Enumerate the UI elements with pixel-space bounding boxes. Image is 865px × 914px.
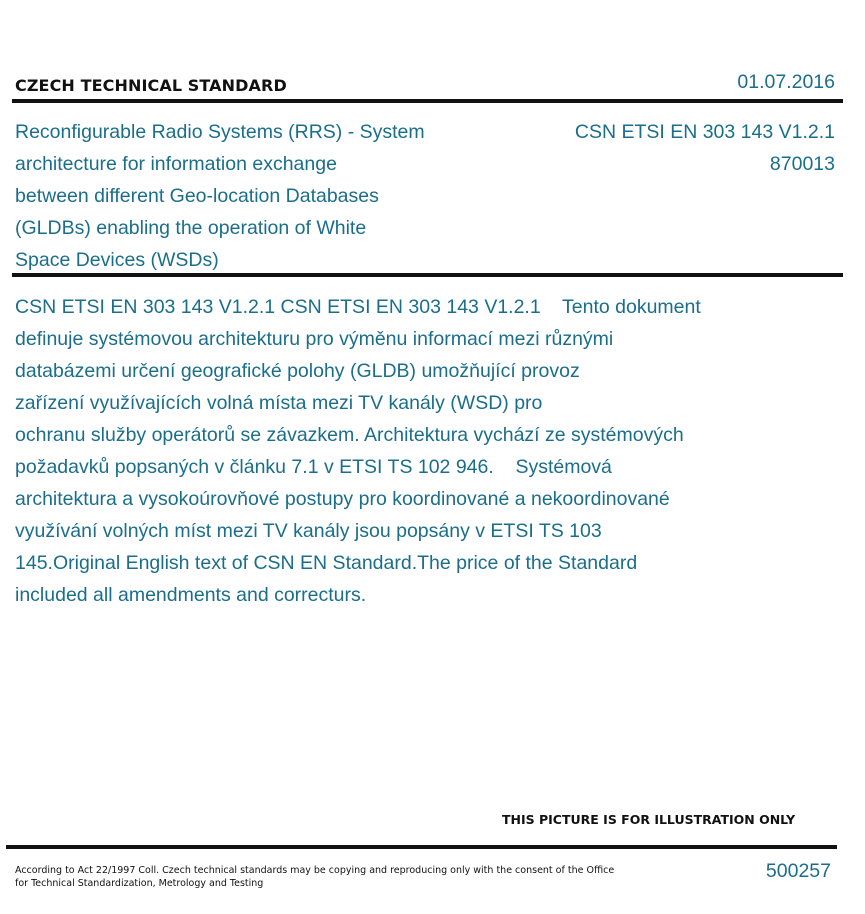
title-line: (GLDBs) enabling the operation of White — [15, 217, 367, 239]
classification-code: 870013 — [769, 153, 835, 175]
abstract-line: architektura a vysokoúrovňové postupy pro koordinované a nekoordinované — [15, 488, 670, 510]
legal-notice-line: for Technical Standardization, Metrology and Testing — [15, 878, 264, 889]
abstract-line: 145.Original English text of CSN EN Standard.The price of the Standard — [15, 552, 638, 574]
abstract-line: databázemi určení geografické polohy (GLDB) umožňující provoz — [15, 360, 580, 382]
abstract-line: included all amendments and correcturs. — [15, 584, 367, 606]
title-line: architecture for information exchange — [15, 153, 337, 175]
abstract-line: požadavků popsaných v článku 7.1 v ETSI TS 102 946. Systémová — [15, 456, 612, 478]
catalog-code: 500257 — [765, 860, 831, 882]
abstract-line: definuje systémovou architekturu pro výměnu informací mezi různými — [15, 328, 614, 350]
legal-notice — [15, 864, 615, 890]
abstract-line: CSN ETSI EN 303 143 V1.2.1 CSN ETSI EN 303 143 V1.2.1 Tento dokument — [15, 296, 701, 318]
illustration-disclaimer: THIS PICTURE IS FOR ILLUSTRATION ONLY — [502, 812, 796, 827]
footer-divider — [6, 845, 837, 849]
document-type-label: CZECH TECHNICAL STANDARD — [15, 76, 287, 95]
abstract-line: využívání volných míst mezi TV kanály jsou popsány v ETSI TS 103 — [15, 520, 602, 542]
title-line: Space Devices (WSDs) — [15, 249, 219, 271]
standard-number: CSN ETSI EN 303 143 V1.2.1 — [574, 121, 835, 143]
standard-identifiers — [575, 116, 835, 180]
title-line: Reconfigurable Radio Systems (RRS) - System — [15, 121, 425, 143]
standard-title — [15, 116, 485, 276]
publication-date: 01.07.2016 — [737, 71, 835, 93]
abstract — [15, 291, 805, 611]
abstract-line: zařízení využívajících volná místa mezi TV kanály (WSD) pro — [15, 392, 543, 414]
header-divider — [12, 99, 843, 103]
title-divider — [12, 273, 843, 277]
abstract-line: ochranu služby operátorů se závazkem. Architektura vychází ze systémových — [15, 424, 684, 446]
legal-notice-line: According to Act 22/1997 Coll. Czech technical standards may be copying and reproducing only with the consent of the Office — [15, 865, 615, 876]
title-line: between different Geo-location Databases — [15, 185, 379, 207]
